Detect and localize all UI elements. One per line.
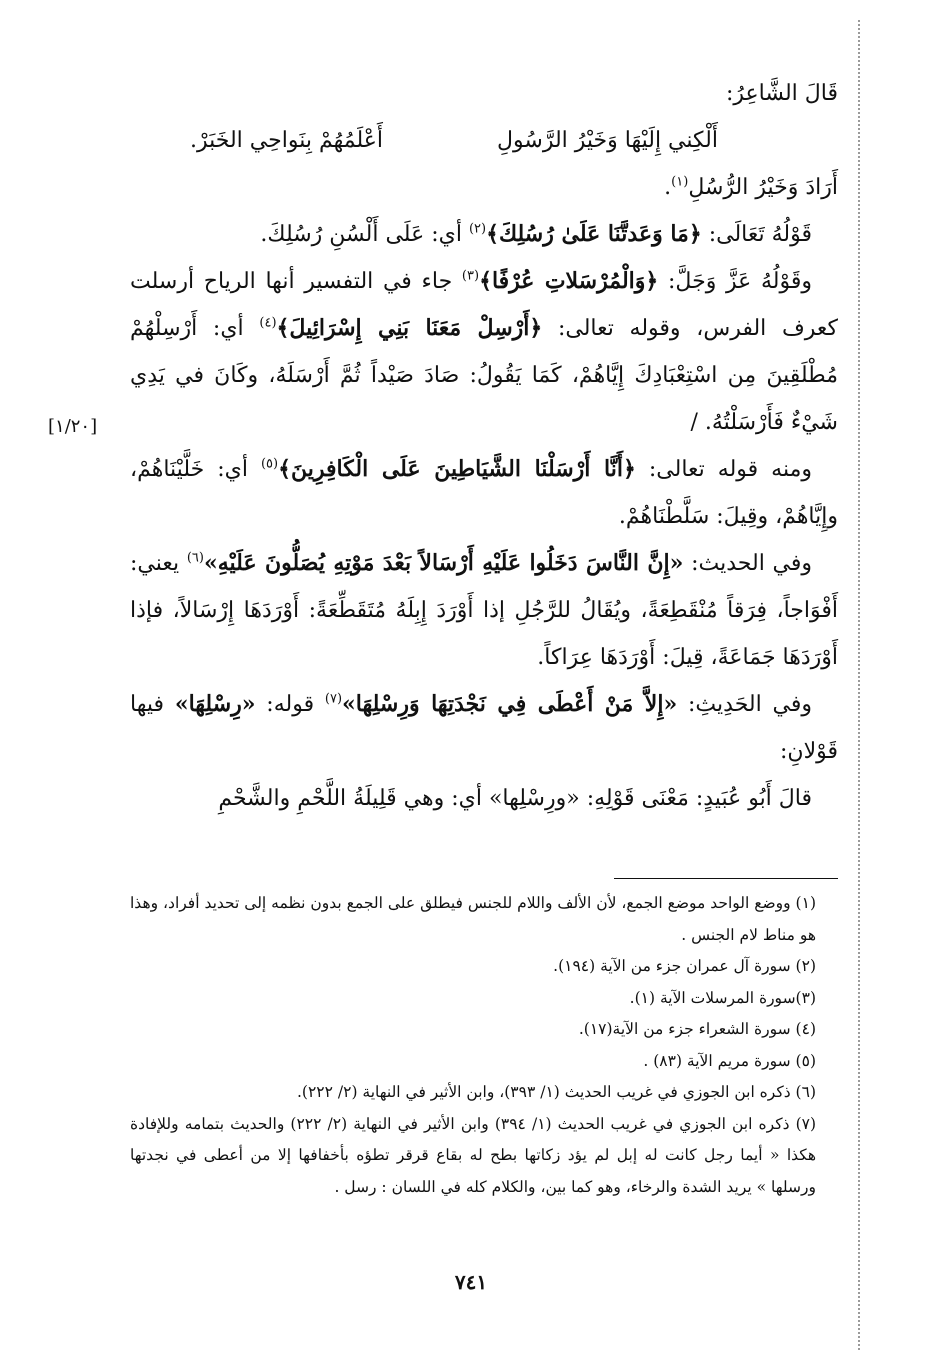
footnote-marker: (٢) [468, 221, 487, 237]
poet-intro: قَالَ الشَّاعِرُ: [725, 81, 838, 106]
verse-second-hemistich: أَعْلَمُهُمْ بِنَواحِي الخَبَرْ. [190, 128, 383, 153]
text-run: فيها قَوْلانِ: [130, 692, 838, 764]
main-text [130, 70, 838, 822]
text-run: يعني: أَفْوَاجاً، فِرَقاً مُنْقَطِعَةً، ويُقَالُ للرَّجُلِ إذا أَوْرَدَ إِبِلَهُ مُتَقَطِّعَةً: أَوْرَدَهَا إِرْسَالاً، فإذا أَوْرَدَهَا جَمَاعَةً، قِيلَ: أَوْرَدَهَا عِرَاكاً. [130, 551, 838, 670]
text-run: قَوْلُهُ تَعَالَى: [701, 222, 812, 247]
poetry-verse [130, 117, 838, 164]
paragraph-5 [130, 540, 838, 681]
paragraph-6 [130, 681, 838, 775]
footnote-2: (٢) سورة آل عمران جزء من الآية (١٩٤). [553, 957, 816, 975]
verse-first-hemistich: أَلْكِني إِلَيْهَا وَخَيْرُ الرَّسُولِ [497, 128, 718, 153]
text-run: جاء في التفسير أنها الرياح أرسلت كعرف الفرس، وقوله تعالى: [130, 269, 838, 341]
footnote-marker: (٤) [259, 315, 277, 331]
hadith-quote: «إِنَّ النَّاسَ دَخَلُوا عَلَيْهِ أَرْسَالاً بَعْدَ مَوْتِهِ يُصَلُّونَ عَلَيْهِ» [203, 550, 684, 576]
paragraph-2 [130, 211, 838, 258]
paragraph-7: قالَ أَبُو عُبَيدٍ: مَعْنَى قَوْلِهِ: «ورِسْلِها» أي: وهي قَلِيلَةُ اللَّحْمِ والشَّحْمِ [218, 786, 812, 811]
page-number: ٧٤١ [454, 1270, 488, 1294]
footnotes [130, 888, 838, 1203]
footnote-6: (٦) ذكره ابن الجوزي في غريب الحديث (١/ ٣٩٣)، وابن الأثير في النهاية (٢/ ٢٢٢). [296, 1083, 816, 1101]
text-run: وفي الحديث: [683, 551, 812, 576]
footnote-separator [614, 878, 838, 879]
quran-quote: ﴿وَالْمُرْسَلاتِ عُرْفًا﴾ [479, 268, 659, 294]
margin-dotted-line [858, 20, 860, 1350]
text-run: أي: أَرْسِلْهُمْ مُطْلَقِينَ مِن اسْتِعْبَادِكَ إِيَّاهُمْ، كَمَا يَقُولُ: صَادَ صَيْداً ثُمَّ أَرْسَلَهُ، وكَانَ في يَدِي شَيْءٌ فَأَرْسَلْتُهُ. / [130, 316, 838, 435]
footnote-1: (١) ووضع الواحد موضع الجمع، لأن الألف واللام للجنس فيطلق على الجمع بدون نظمه إلى تحديد أفراد، وهذا هو مناط لام الجنس . [130, 894, 816, 944]
quran-quote: ﴿أَرْسِلْ مَعَنَا بَنِي إِسْرَائِيلَ﴾ [276, 315, 543, 341]
text-run: وفي الحَدِيثِ: [677, 692, 813, 717]
margin-page-reference: [١/٢٠] [48, 416, 98, 437]
text-run: وقَوْلُهُ عَزَّ وَجَلَّ: [658, 269, 813, 294]
paragraph-3 [130, 258, 838, 446]
text-run: ومنه قوله تعالى: [635, 457, 812, 482]
footnote-marker: (٣) [461, 268, 480, 284]
paragraph-1 [130, 164, 838, 211]
footnote-7: (٧) ذكره ابن الجوزي في غريب الحديث (١/ ٣٩٤) وابن الأثير في النهاية (٢/ ٢٢٢) والحديث بتمامه وللإفادة هكذا « أيما رجل كانت له إبل لم يؤد زكاتها بطح له بقاع قرقر تطؤه بأخفافها إلا من أعطى في نجدتها ورسلها » يريد الشدة والرخاء، وهو كما بين، والكلام كله في اللسان : رسل . [130, 1114, 817, 1196]
footnote-4: (٤) سورة الشعراء جزء من الآية(١٧). [578, 1020, 816, 1038]
text-run: أي: عَلَى أَلْسُنِ رُسُلِكَ. [260, 222, 469, 247]
text-run: . [664, 175, 672, 200]
footnote-marker: (٦) [186, 550, 204, 566]
hadith-quote: «إِلاَّ مَنْ أَعْطَى فِي نَجْدَتِهَا وَرِسْلِهَا» [342, 691, 678, 717]
text-run: أي: خَلَّيْنَاهُمْ، وإِيَّاهُمْ، وقِيلَ: سَلَّطْنَاهُمْ. [130, 457, 838, 529]
footnote-3: (٣)سورة المرسلات الآية (١). [629, 988, 816, 1007]
footnote-marker: (٥) [260, 456, 279, 472]
hadith-word-quote: «رِسْلِهَا» [174, 691, 256, 717]
paragraph-4 [130, 446, 838, 540]
footnote-5: (٥) سورة مريم الآية (٨٣) . [643, 1051, 816, 1070]
quran-quote: ﴿أَنَّا أَرْسَلْنَا الشَّيَاطِينَ عَلَى الْكَافِرِينَ﴾ [278, 456, 636, 482]
text-run: أَرَادَ وَخَيْرُ الرُّسُلِ [688, 175, 838, 200]
footnote-marker: (٧) [324, 691, 343, 707]
quran-quote: ﴿مَا وَعَدتَّنَا عَلَىٰ رُسُلِكَ﴾ [486, 221, 702, 247]
footnote-marker: (١) [671, 174, 689, 190]
text-run: قوله: [255, 692, 325, 717]
